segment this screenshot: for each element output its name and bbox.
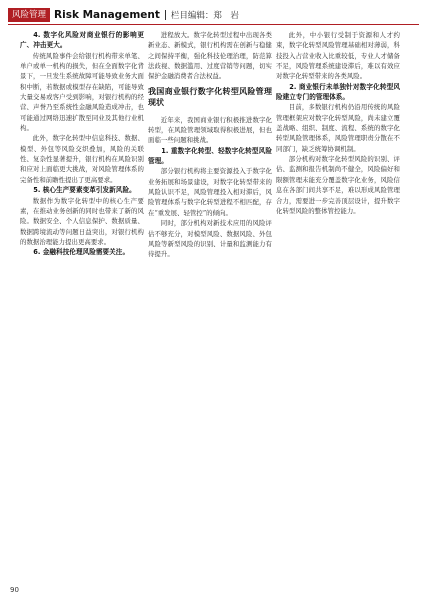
paragraph: 此外，中小银行受制于资源和人才约束，数字化转型风险管理基础相对薄弱，科技投入占营业收入比重较低，专业人才储备不足，风险管理系统建设滞后，难以有效应对数字化转型带来的各类风险。 [276,31,400,81]
subheading: 6. 金融科技伦理风险需要关注。 [33,248,130,257]
text-column-2 [148,30,272,260]
section-tag: 风险管理 [8,8,50,22]
section-heading: 我国商业银行数字化转型风险管理现状 [148,86,272,108]
subheading: 2. 商业银行未单独针对数字化转型风险建立专门的管理体系。 [276,82,400,102]
paragraph: 同时，部分机构对新技术应用的风险评估不够充分，对模型风险、数据风险、外包风险等新型风险的识别、计量和监测能力有待提升。 [148,219,272,259]
page-number: 90 [10,586,19,594]
paragraph: 部分机构对数字化转型风险的识别、评估、监测和报告机制尚不健全，风险偏好和限额管理未能充分覆盖数字化业务，风险信息在各部门间共享不足，难以形成风险管理合力，需要进一步完善顶层设计，提升数字化转型风险的整体管控能力。 [276,155,400,215]
page-header [8,7,239,22]
paragraph: 此外，数字化转型中信息科技、数据、模型、外包等风险交织叠加，风险的关联性、复杂性显著提升，银行机构在风险识别和应对上面临更大挑战，对风险管理体系的完备性和前瞻性提出了更高要求。 [20,134,144,184]
header-divider [165,10,166,20]
subheading: 4. 数字化风险对商业银行的影响更广、冲击更大。 [20,31,144,50]
header-rule [8,24,419,25]
column-editor: 栏目编辑：郑 岩 [170,10,239,21]
section-title: Risk Management [54,8,160,21]
paragraph: 近年来，我国商业银行积极推进数字化转型，在风险管理领域取得积极进展，但也面临一些问题和挑战。 [148,115,272,145]
paragraph: 目前，多数银行机构仍沿用传统的风险管理框架应对数字化转型风险，尚未建立覆盖战略、组织、制度、流程、系统的数字化转型风险管理体系，风险管理职责分散在不同部门，缺乏统筹协调机制。 [276,103,400,153]
text-column-3 [276,30,400,216]
text-column-1 [20,30,144,258]
subheading: 5. 核心生产要素变革引发新风险。 [33,186,136,195]
paragraph: 传统风险事件会给银行机构带来单笔、单户或单一机构的损失，但在全面数字化背景下，一旦发生系统故障可能导致业务大面积中断，若数据或模型存在缺陷，可能导致大量交易或客户受到影响，对银行机构的经营、声誉乃至系统性金融风险造成冲击，也可能通过网络迅速扩散至同业及其他行业机构。 [20,51,144,133]
paragraph: 数据作为数字化转型中的核心生产要素，在推动业务创新的同时也带来了新的风险。数据安全、个人信息保护、数据质量、数据跨境流动等问题日益突出，对银行机构的数据治理能力提出更高要求。 [20,196,144,246]
paragraph: 进程放大。数字化转型过程中出现各类新业态、新模式，银行机构需在创新与稳健之间保持平衡，强化科技伦理治理，防范算法歧视、数据滥用、过度营销等问题，切实保护金融消费者合法权益。 [148,31,272,81]
paragraph: 部分银行机构将主要资源投入于数字化业务拓展和场景建设，对数字化转型带来的风险认识不足，风险管理投入相对滞后，风险管理体系与数字化转型进程不相匹配，存在“重发展、轻管控”的倾向。 [148,167,272,217]
subheading: 1. 重数字化转型、轻数字化转型风险管理。 [148,146,272,166]
